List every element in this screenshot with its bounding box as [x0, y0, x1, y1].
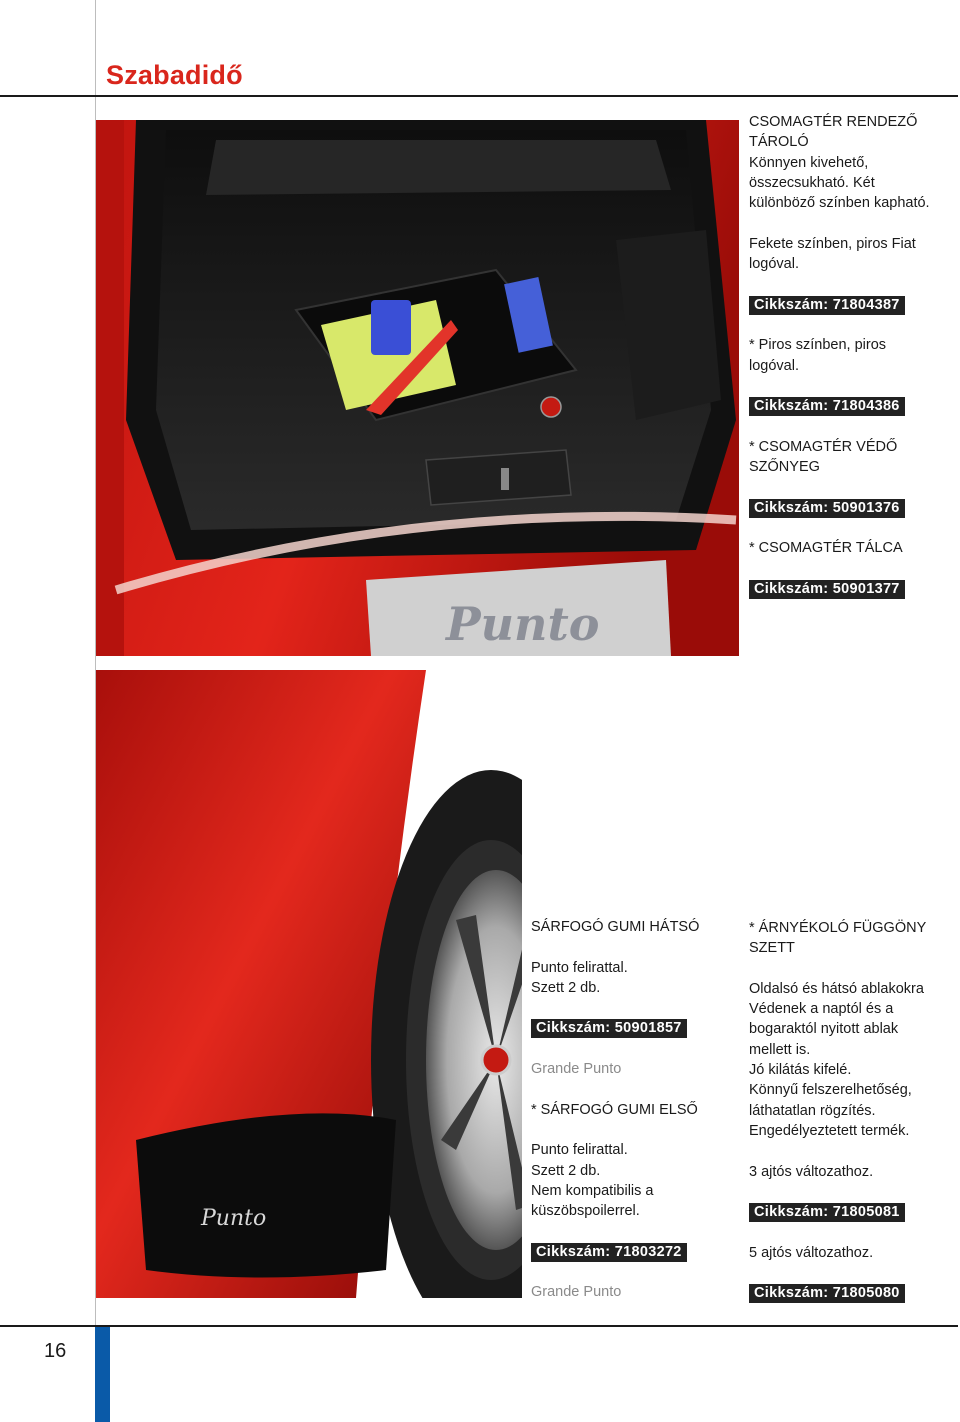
front-desc-3: Nem kompatibilis a [531, 1182, 654, 1199]
tray-title: * CSOMAGTÉR TÁLCA [749, 540, 903, 557]
page-title: Szabadidő [106, 60, 243, 90]
sunshade-desc-1: Oldalsó és hátsó ablakokra [749, 980, 924, 997]
punto-badge: Punto [446, 597, 600, 651]
rear-desc-1: Punto felirattal. [531, 959, 628, 976]
model-name: Grande Punto [531, 1061, 622, 1078]
part-number-badge: Cikkszám: 71804386 [749, 397, 905, 416]
trunk-organizer-photo [96, 120, 739, 656]
mudflap-text [531, 917, 741, 1303]
organizer-title-1: CSOMAGTÉR RENDEZŐ [749, 114, 918, 130]
part-number-badge: Cikkszám: 50901377 [749, 580, 905, 599]
sunshade-title-2: SZETT [749, 940, 795, 957]
part-number-badge: Cikkszám: 71803272 [531, 1243, 687, 1262]
model-name: Grande Punto [531, 1284, 622, 1301]
sunshade-desc-3: bogaraktól nyitott ablak [749, 1021, 899, 1038]
sunshade-desc-5: Jó kilátás kifelé. [749, 1062, 852, 1079]
sunshade-text [749, 918, 954, 1304]
front-desc-2: Szett 2 db. [531, 1162, 601, 1179]
part-number-badge: Cikkszám: 71805081 [749, 1203, 905, 1222]
front-desc-4: küszöbspoilerrel. [531, 1203, 640, 1220]
front-mudflap-title: * SÁRFOGÓ GUMI ELSŐ [531, 1101, 698, 1118]
black-variant-1: Fekete színben, piros Fiat [749, 235, 916, 252]
organizer-desc-1: Könnyen kivehető, [749, 154, 869, 171]
part-number-badge: Cikkszám: 71804387 [749, 296, 905, 315]
three-door-label: 3 ajtós változathoz. [749, 1163, 874, 1180]
five-door-label: 5 ajtós változathoz. [749, 1244, 874, 1261]
red-variant-1: * Piros színben, piros [749, 337, 887, 354]
page-number: 16 [44, 1340, 67, 1362]
trunk-accessories-text [749, 112, 954, 599]
front-desc-1: Punto felirattal. [531, 1142, 628, 1159]
part-number-badge: Cikkszám: 71805080 [749, 1284, 905, 1303]
part-number-badge: Cikkszám: 50901857 [531, 1019, 687, 1038]
header-rule [0, 95, 958, 97]
sunshade-title-1: * ÁRNYÉKOLÓ FÜGGÖNY [749, 920, 927, 936]
sunshade-desc-8: Engedélyeztetett termék. [749, 1122, 910, 1139]
sunshade-desc-6: Könnyű felszerelhetőség, [749, 1082, 912, 1099]
mat-title-1: * CSOMAGTÉR VÉDŐ [749, 438, 898, 455]
sunshade-desc-4: mellett is. [749, 1041, 811, 1058]
footer-accent-bar [95, 1327, 110, 1422]
sunshade-desc-7: láthatatlan rögzítés. [749, 1102, 876, 1119]
rear-desc-2: Szett 2 db. [531, 979, 601, 996]
black-variant-2: logóval. [749, 256, 799, 273]
part-number-badge: Cikkszám: 50901376 [749, 499, 905, 518]
organizer-title-2: TÁROLÓ [749, 134, 809, 151]
organizer-desc-3: különböző színben kapható. [749, 195, 930, 212]
organizer-desc-2: összecsukható. Két [749, 174, 875, 191]
sunshade-desc-2: Védenek a naptól és a [749, 1001, 894, 1018]
mudflap-photo [96, 670, 522, 1298]
footer-rule [0, 1325, 958, 1327]
rear-mudflap-title: SÁRFOGÓ GUMI HÁTSÓ [531, 919, 700, 935]
punto-mudflap-logo: Punto [201, 1206, 267, 1231]
mat-title-2: SZŐNYEG [749, 459, 820, 476]
red-variant-2: logóval. [749, 357, 799, 374]
